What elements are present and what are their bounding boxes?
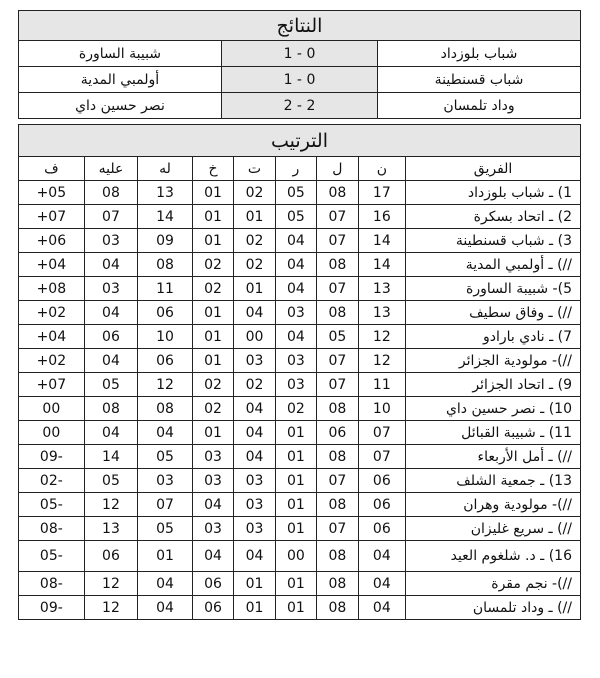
cell-drawn: 01	[234, 277, 275, 301]
standings-row	[19, 517, 581, 541]
match-score: 1 - 0	[221, 41, 377, 67]
cell-goal-diff: 09-	[19, 596, 85, 620]
cell-won: 04	[275, 229, 316, 253]
cell-goals-against: 06	[84, 325, 138, 349]
cell-goal-diff: 08-	[19, 572, 85, 596]
cell-lost: 01	[192, 301, 233, 325]
cell-points: 12	[358, 325, 406, 349]
cell-club: //) ـ أمل الأربعاء	[406, 445, 581, 469]
standings-header-row	[19, 157, 581, 181]
cell-goals-against: 08	[84, 181, 138, 205]
cell-goals-against: 03	[84, 277, 138, 301]
cell-won: 03	[275, 301, 316, 325]
match-score: 1 - 0	[221, 67, 377, 93]
standings-row	[19, 349, 581, 373]
results-table	[18, 10, 581, 119]
cell-points: 14	[358, 253, 406, 277]
cell-goal-diff: +08	[19, 277, 85, 301]
cell-goal-diff: +05	[19, 181, 85, 205]
cell-goal-diff: 09-	[19, 445, 85, 469]
cell-goals-against: 14	[84, 445, 138, 469]
cell-lost: 02	[192, 397, 233, 421]
cell-goals-for: 10	[138, 325, 193, 349]
cell-won: 04	[275, 325, 316, 349]
cell-goals-against: 05	[84, 373, 138, 397]
col-header-points: ن	[358, 157, 406, 181]
cell-points: 13	[358, 301, 406, 325]
cell-played: 07	[317, 277, 358, 301]
cell-drawn: 03	[234, 517, 275, 541]
match-row	[19, 41, 581, 67]
cell-club: //) ـ وداد تلمسان	[406, 596, 581, 620]
col-header-lost: خ	[192, 157, 233, 181]
cell-lost: 02	[192, 373, 233, 397]
standings-row	[19, 301, 581, 325]
cell-club: //) ـ سريع غليزان	[406, 517, 581, 541]
cell-points: 04	[358, 572, 406, 596]
cell-goals-for: 14	[138, 205, 193, 229]
cell-club: 11) ـ شبيبة القبائل	[406, 421, 581, 445]
cell-goals-against: 05	[84, 469, 138, 493]
cell-won: 01	[275, 572, 316, 596]
cell-goals-for: 04	[138, 421, 193, 445]
standings-row	[19, 277, 581, 301]
cell-goal-diff: +04	[19, 325, 85, 349]
cell-goals-for: 06	[138, 349, 193, 373]
cell-points: 12	[358, 349, 406, 373]
cell-won: 03	[275, 349, 316, 373]
cell-lost: 04	[192, 541, 233, 572]
cell-lost: 01	[192, 205, 233, 229]
cell-lost: 01	[192, 421, 233, 445]
cell-goals-for: 09	[138, 229, 193, 253]
cell-lost: 03	[192, 445, 233, 469]
cell-played: 07	[317, 205, 358, 229]
cell-goal-diff: 00	[19, 421, 85, 445]
cell-goals-against: 07	[84, 205, 138, 229]
match-home-team: شباب قسنطينة	[377, 67, 580, 93]
cell-points: 06	[358, 469, 406, 493]
cell-club: 9) ـ اتحاد الجزائر	[406, 373, 581, 397]
cell-goals-for: 04	[138, 596, 193, 620]
cell-played: 08	[317, 572, 358, 596]
cell-played: 08	[317, 253, 358, 277]
cell-club: 1) ـ شباب بلوزداد	[406, 181, 581, 205]
col-header-goals-against: عليه	[84, 157, 138, 181]
cell-drawn: 01	[234, 572, 275, 596]
match-row	[19, 67, 581, 93]
cell-goals-against: 12	[84, 596, 138, 620]
cell-club: 13) ـ جمعية الشلف	[406, 469, 581, 493]
match-away-team: شبيبة الساورة	[19, 41, 222, 67]
cell-won: 04	[275, 277, 316, 301]
cell-goals-for: 12	[138, 373, 193, 397]
cell-played: 07	[317, 469, 358, 493]
cell-drawn: 04	[234, 541, 275, 572]
cell-drawn: 02	[234, 181, 275, 205]
cell-played: 08	[317, 397, 358, 421]
cell-won: 01	[275, 445, 316, 469]
cell-goals-against: 04	[84, 349, 138, 373]
cell-club: 10) ـ نصر حسين داي	[406, 397, 581, 421]
cell-drawn: 04	[234, 397, 275, 421]
match-score: 2 - 2	[221, 93, 377, 119]
cell-lost: 01	[192, 229, 233, 253]
cell-drawn: 01	[234, 205, 275, 229]
cell-drawn: 03	[234, 349, 275, 373]
cell-club: 16) ـ د. شلغوم العيد	[406, 541, 581, 572]
cell-club: //)- مولودية وهران	[406, 493, 581, 517]
cell-won: 01	[275, 596, 316, 620]
cell-points: 17	[358, 181, 406, 205]
cell-drawn: 02	[234, 373, 275, 397]
cell-goals-against: 12	[84, 493, 138, 517]
col-header-goals-for: له	[138, 157, 193, 181]
standings-row	[19, 205, 581, 229]
cell-played: 08	[317, 541, 358, 572]
match-home-team: شباب بلوزداد	[377, 41, 580, 67]
col-header-drawn: ت	[234, 157, 275, 181]
cell-played: 07	[317, 517, 358, 541]
cell-goals-for: 06	[138, 301, 193, 325]
cell-goal-diff: +06	[19, 229, 85, 253]
cell-drawn: 03	[234, 469, 275, 493]
cell-club: //) ـ أولمبي المدية	[406, 253, 581, 277]
cell-goals-against: 12	[84, 572, 138, 596]
cell-goals-for: 07	[138, 493, 193, 517]
cell-goals-for: 11	[138, 277, 193, 301]
cell-played: 08	[317, 181, 358, 205]
match-away-team: نصر حسين داي	[19, 93, 222, 119]
cell-club: //)- نجم مقرة	[406, 572, 581, 596]
cell-club: //)- مولودية الجزائر	[406, 349, 581, 373]
cell-played: 07	[317, 229, 358, 253]
standings-row	[19, 181, 581, 205]
cell-goals-against: 06	[84, 541, 138, 572]
cell-club: 3) ـ شباب قسنطينة	[406, 229, 581, 253]
cell-goals-against: 04	[84, 421, 138, 445]
cell-won: 05	[275, 181, 316, 205]
cell-goals-for: 08	[138, 397, 193, 421]
cell-played: 08	[317, 493, 358, 517]
cell-goal-diff: +04	[19, 253, 85, 277]
col-header-goal-diff: ف	[19, 157, 85, 181]
cell-played: 08	[317, 445, 358, 469]
cell-points: 10	[358, 397, 406, 421]
cell-won: 01	[275, 469, 316, 493]
cell-won: 03	[275, 373, 316, 397]
cell-points: 04	[358, 541, 406, 572]
cell-won: 00	[275, 541, 316, 572]
cell-lost: 02	[192, 277, 233, 301]
standings-row	[19, 325, 581, 349]
cell-goal-diff: 05-	[19, 541, 85, 572]
cell-played: 06	[317, 421, 358, 445]
standings-row	[19, 253, 581, 277]
cell-drawn: 04	[234, 301, 275, 325]
cell-lost: 02	[192, 253, 233, 277]
cell-club: 2) ـ اتحاد بسكرة	[406, 205, 581, 229]
cell-played: 07	[317, 349, 358, 373]
standings-row	[19, 229, 581, 253]
standings-row	[19, 373, 581, 397]
cell-points: 06	[358, 493, 406, 517]
cell-drawn: 03	[234, 493, 275, 517]
results-title: النتائج	[19, 11, 581, 41]
standings-row	[19, 493, 581, 517]
cell-goal-diff: +07	[19, 205, 85, 229]
cell-goals-for: 04	[138, 572, 193, 596]
match-row	[19, 93, 581, 119]
cell-lost: 03	[192, 469, 233, 493]
cell-points: 11	[358, 373, 406, 397]
cell-played: 05	[317, 325, 358, 349]
cell-goals-against: 03	[84, 229, 138, 253]
cell-goal-diff: +02	[19, 349, 85, 373]
cell-goals-against: 04	[84, 301, 138, 325]
cell-drawn: 04	[234, 445, 275, 469]
cell-goal-diff: 02-	[19, 469, 85, 493]
cell-drawn: 00	[234, 325, 275, 349]
standings-row	[19, 421, 581, 445]
cell-lost: 06	[192, 596, 233, 620]
standings-row	[19, 397, 581, 421]
cell-lost: 04	[192, 493, 233, 517]
cell-goals-for: 03	[138, 469, 193, 493]
cell-drawn: 04	[234, 421, 275, 445]
cell-lost: 01	[192, 325, 233, 349]
cell-lost: 01	[192, 181, 233, 205]
cell-goals-for: 05	[138, 445, 193, 469]
standings-title: الترتيب	[19, 125, 581, 157]
cell-club: //) ـ وفاق سطيف	[406, 301, 581, 325]
cell-points: 13	[358, 277, 406, 301]
standings-row	[19, 596, 581, 620]
cell-points: 07	[358, 445, 406, 469]
cell-goals-against: 13	[84, 517, 138, 541]
cell-goals-for: 01	[138, 541, 193, 572]
standings-row	[19, 469, 581, 493]
cell-played: 08	[317, 301, 358, 325]
cell-points: 16	[358, 205, 406, 229]
cell-goal-diff: 08-	[19, 517, 85, 541]
cell-club: 7) ـ نادي بارادو	[406, 325, 581, 349]
cell-drawn: 01	[234, 596, 275, 620]
cell-lost: 06	[192, 572, 233, 596]
col-header-won: ر	[275, 157, 316, 181]
col-header-club: الفريق	[406, 157, 581, 181]
cell-goal-diff: 00	[19, 397, 85, 421]
cell-won: 05	[275, 205, 316, 229]
cell-lost: 01	[192, 349, 233, 373]
standings-body	[19, 181, 581, 620]
col-header-played: ل	[317, 157, 358, 181]
standings-table	[18, 124, 581, 620]
cell-club: 5)- شبيبة الساورة	[406, 277, 581, 301]
cell-goals-for: 08	[138, 253, 193, 277]
cell-points: 07	[358, 421, 406, 445]
cell-goal-diff: +07	[19, 373, 85, 397]
cell-points: 14	[358, 229, 406, 253]
cell-played: 07	[317, 373, 358, 397]
standings-row	[19, 572, 581, 596]
cell-lost: 03	[192, 517, 233, 541]
cell-goals-for: 05	[138, 517, 193, 541]
cell-points: 06	[358, 517, 406, 541]
cell-goals-against: 04	[84, 253, 138, 277]
match-away-team: أولمبي المدية	[19, 67, 222, 93]
cell-goals-for: 13	[138, 181, 193, 205]
cell-drawn: 02	[234, 229, 275, 253]
cell-goals-against: 08	[84, 397, 138, 421]
match-home-team: وداد تلمسان	[377, 93, 580, 119]
cell-played: 08	[317, 596, 358, 620]
cell-won: 02	[275, 397, 316, 421]
cell-points: 04	[358, 596, 406, 620]
cell-drawn: 02	[234, 253, 275, 277]
cell-goal-diff: +02	[19, 301, 85, 325]
cell-won: 01	[275, 493, 316, 517]
cell-won: 04	[275, 253, 316, 277]
standings-row	[19, 541, 581, 572]
cell-won: 01	[275, 517, 316, 541]
cell-goal-diff: 05-	[19, 493, 85, 517]
standings-row	[19, 445, 581, 469]
cell-won: 01	[275, 421, 316, 445]
